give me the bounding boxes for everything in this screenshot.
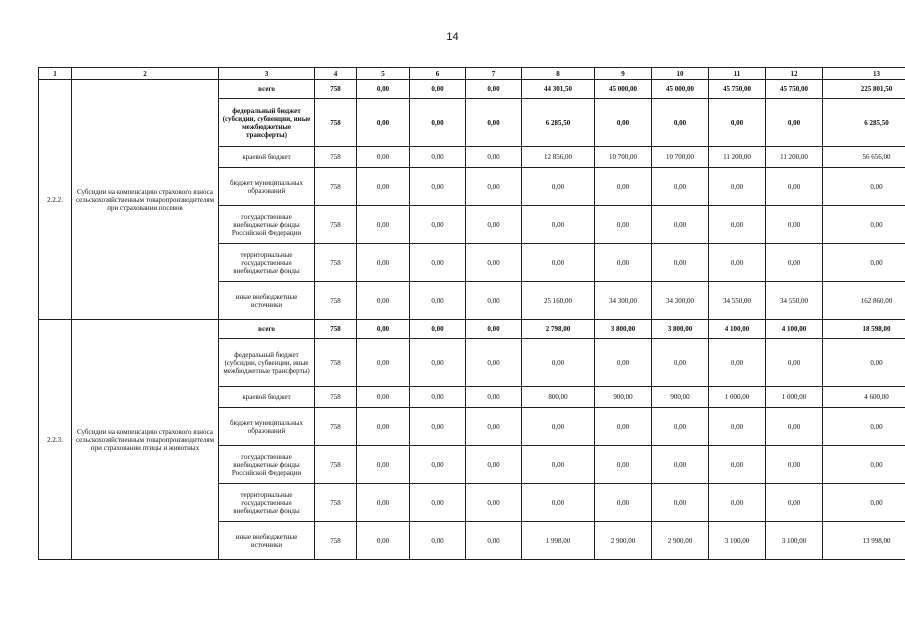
value-cell: 3 100,00 bbox=[709, 522, 766, 560]
value-cell: 0,00 bbox=[595, 446, 652, 484]
value-cell: 0,00 bbox=[357, 522, 410, 560]
column-header: 8 bbox=[522, 68, 595, 80]
value-cell: 0,00 bbox=[410, 99, 466, 147]
funding-source: всего bbox=[219, 80, 315, 99]
value-cell: 0,00 bbox=[709, 339, 766, 387]
value-cell: 758 bbox=[315, 168, 357, 206]
value-cell: 758 bbox=[315, 80, 357, 99]
column-header: 9 bbox=[595, 68, 652, 80]
value-cell: 11 200,00 bbox=[766, 147, 823, 168]
funding-source: бюджет муниципальных образований bbox=[219, 408, 315, 446]
value-cell: 0,00 bbox=[652, 484, 709, 522]
value-cell: 0,00 bbox=[522, 168, 595, 206]
value-cell: 900,00 bbox=[652, 387, 709, 408]
value-cell: 0,00 bbox=[522, 339, 595, 387]
value-cell: 0,00 bbox=[466, 99, 522, 147]
value-cell: 0,00 bbox=[357, 206, 410, 244]
total-cell: 13 998,00 bbox=[823, 522, 905, 560]
value-cell: 4 100,00 bbox=[709, 320, 766, 339]
value-cell: 0,00 bbox=[522, 484, 595, 522]
value-cell: 758 bbox=[315, 387, 357, 408]
value-cell: 758 bbox=[315, 484, 357, 522]
value-cell: 0,00 bbox=[766, 168, 823, 206]
table-row bbox=[39, 320, 905, 339]
value-cell: 0,00 bbox=[466, 282, 522, 320]
budget-table bbox=[38, 67, 905, 560]
value-cell: 0,00 bbox=[709, 168, 766, 206]
funding-source: всего bbox=[219, 320, 315, 339]
value-cell: 0,00 bbox=[410, 282, 466, 320]
value-cell: 11 200,00 bbox=[709, 147, 766, 168]
value-cell: 0,00 bbox=[466, 206, 522, 244]
value-cell: 0,00 bbox=[466, 80, 522, 99]
value-cell: 45 750,00 bbox=[766, 80, 823, 99]
value-cell: 34 550,00 bbox=[766, 282, 823, 320]
value-cell: 45 000,00 bbox=[652, 80, 709, 99]
value-cell: 0,00 bbox=[595, 408, 652, 446]
total-cell: 0,00 bbox=[823, 484, 905, 522]
value-cell: 0,00 bbox=[522, 446, 595, 484]
value-cell: 0,00 bbox=[709, 408, 766, 446]
column-header: 5 bbox=[357, 68, 410, 80]
value-cell: 2 900,00 bbox=[652, 522, 709, 560]
value-cell: 0,00 bbox=[595, 206, 652, 244]
value-cell: 0,00 bbox=[466, 339, 522, 387]
funding-source: иные внебюджетные источники bbox=[219, 522, 315, 560]
value-cell: 0,00 bbox=[357, 99, 410, 147]
value-cell: 0,00 bbox=[766, 408, 823, 446]
value-cell: 34 300,00 bbox=[595, 282, 652, 320]
value-cell: 0,00 bbox=[652, 339, 709, 387]
value-cell: 0,00 bbox=[522, 206, 595, 244]
total-cell: 225 801,50 bbox=[823, 80, 905, 99]
total-cell: 6 285,50 bbox=[823, 99, 905, 147]
value-cell: 3 800,00 bbox=[595, 320, 652, 339]
value-cell: 0,00 bbox=[357, 320, 410, 339]
value-cell: 0,00 bbox=[357, 408, 410, 446]
value-cell: 0,00 bbox=[410, 387, 466, 408]
funding-source: краевой бюджет bbox=[219, 387, 315, 408]
value-cell: 758 bbox=[315, 320, 357, 339]
value-cell: 0,00 bbox=[766, 446, 823, 484]
value-cell: 800,00 bbox=[522, 387, 595, 408]
value-cell: 0,00 bbox=[652, 168, 709, 206]
value-cell: 0,00 bbox=[410, 522, 466, 560]
value-cell: 0,00 bbox=[766, 206, 823, 244]
value-cell: 0,00 bbox=[709, 484, 766, 522]
value-cell: 0,00 bbox=[410, 320, 466, 339]
item-code: 2.2.3. bbox=[39, 320, 72, 560]
value-cell: 758 bbox=[315, 408, 357, 446]
funding-source: краевой бюджет bbox=[219, 147, 315, 168]
value-cell: 0,00 bbox=[410, 168, 466, 206]
column-header: 4 bbox=[315, 68, 357, 80]
header-row bbox=[39, 68, 905, 80]
value-cell: 0,00 bbox=[595, 484, 652, 522]
funding-source: государственные внебюджетные фонды Российской Федерации bbox=[219, 446, 315, 484]
value-cell: 0,00 bbox=[652, 244, 709, 282]
value-cell: 4 100,00 bbox=[766, 320, 823, 339]
value-cell: 1 998,00 bbox=[522, 522, 595, 560]
column-header: 11 bbox=[709, 68, 766, 80]
value-cell: 0,00 bbox=[357, 387, 410, 408]
value-cell: 0,00 bbox=[709, 446, 766, 484]
value-cell: 0,00 bbox=[466, 484, 522, 522]
table-row bbox=[39, 80, 905, 99]
total-cell: 56 656,00 bbox=[823, 147, 905, 168]
column-header: 12 bbox=[766, 68, 823, 80]
value-cell: 0,00 bbox=[652, 408, 709, 446]
total-cell: 0,00 bbox=[823, 339, 905, 387]
value-cell: 45 750,00 bbox=[709, 80, 766, 99]
value-cell: 0,00 bbox=[652, 99, 709, 147]
value-cell: 0,00 bbox=[357, 339, 410, 387]
column-header: 7 bbox=[466, 68, 522, 80]
value-cell: 1 000,00 bbox=[709, 387, 766, 408]
value-cell: 0,00 bbox=[410, 484, 466, 522]
column-header: 2 bbox=[72, 68, 219, 80]
value-cell: 758 bbox=[315, 244, 357, 282]
value-cell: 0,00 bbox=[357, 446, 410, 484]
value-cell: 0,00 bbox=[522, 408, 595, 446]
value-cell: 0,00 bbox=[709, 244, 766, 282]
value-cell: 1 000,00 bbox=[766, 387, 823, 408]
value-cell: 900,00 bbox=[595, 387, 652, 408]
value-cell: 0,00 bbox=[522, 244, 595, 282]
total-cell: 0,00 bbox=[823, 408, 905, 446]
value-cell: 25 160,00 bbox=[522, 282, 595, 320]
value-cell: 0,00 bbox=[709, 99, 766, 147]
column-header: 6 bbox=[410, 68, 466, 80]
value-cell: 0,00 bbox=[766, 484, 823, 522]
column-header: 3 bbox=[219, 68, 315, 80]
value-cell: 0,00 bbox=[357, 80, 410, 99]
value-cell: 0,00 bbox=[709, 206, 766, 244]
value-cell: 3 800,00 bbox=[652, 320, 709, 339]
value-cell: 758 bbox=[315, 206, 357, 244]
value-cell: 34 550,00 bbox=[709, 282, 766, 320]
value-cell: 0,00 bbox=[766, 244, 823, 282]
value-cell: 758 bbox=[315, 339, 357, 387]
value-cell: 0,00 bbox=[466, 408, 522, 446]
value-cell: 758 bbox=[315, 282, 357, 320]
value-cell: 0,00 bbox=[595, 168, 652, 206]
value-cell: 758 bbox=[315, 99, 357, 147]
value-cell: 0,00 bbox=[466, 147, 522, 168]
total-cell: 4 600,00 bbox=[823, 387, 905, 408]
total-cell: 0,00 bbox=[823, 206, 905, 244]
value-cell: 0,00 bbox=[357, 244, 410, 282]
funding-source: федеральный бюджет (субсидии, субвенции, иные межбюджетные трансферты) bbox=[219, 339, 315, 387]
table-body bbox=[39, 68, 905, 560]
column-header: 13 bbox=[823, 68, 905, 80]
total-cell: 18 598,00 bbox=[823, 320, 905, 339]
value-cell: 0,00 bbox=[410, 147, 466, 168]
value-cell: 3 100,00 bbox=[766, 522, 823, 560]
value-cell: 0,00 bbox=[410, 206, 466, 244]
value-cell: 0,00 bbox=[357, 168, 410, 206]
value-cell: 0,00 bbox=[595, 339, 652, 387]
value-cell: 0,00 bbox=[357, 484, 410, 522]
column-header: 10 bbox=[652, 68, 709, 80]
value-cell: 0,00 bbox=[466, 387, 522, 408]
value-cell: 10 700,00 bbox=[652, 147, 709, 168]
value-cell: 0,00 bbox=[410, 408, 466, 446]
funding-source: территориальные государственные внебюджетные фонды bbox=[219, 244, 315, 282]
value-cell: 2 798,00 bbox=[522, 320, 595, 339]
column-header: 1 bbox=[39, 68, 72, 80]
value-cell: 0,00 bbox=[595, 99, 652, 147]
value-cell: 0,00 bbox=[410, 339, 466, 387]
total-cell: 162 860,00 bbox=[823, 282, 905, 320]
value-cell: 0,00 bbox=[466, 522, 522, 560]
total-cell: 0,00 bbox=[823, 446, 905, 484]
value-cell: 0,00 bbox=[466, 320, 522, 339]
value-cell: 0,00 bbox=[766, 99, 823, 147]
value-cell: 0,00 bbox=[410, 244, 466, 282]
total-cell: 0,00 bbox=[823, 168, 905, 206]
value-cell: 758 bbox=[315, 446, 357, 484]
value-cell: 44 301,50 bbox=[522, 80, 595, 99]
value-cell: 0,00 bbox=[466, 446, 522, 484]
value-cell: 0,00 bbox=[357, 282, 410, 320]
funding-source: государственные внебюджетные фонды Российской Федерации bbox=[219, 206, 315, 244]
value-cell: 0,00 bbox=[410, 80, 466, 99]
value-cell: 34 300,00 bbox=[652, 282, 709, 320]
value-cell: 758 bbox=[315, 147, 357, 168]
value-cell: 0,00 bbox=[652, 206, 709, 244]
page-number: 14 bbox=[446, 31, 459, 43]
value-cell: 0,00 bbox=[652, 446, 709, 484]
value-cell: 6 285,50 bbox=[522, 99, 595, 147]
funding-source: бюджет муниципальных образований bbox=[219, 168, 315, 206]
value-cell: 0,00 bbox=[595, 244, 652, 282]
funding-source: федеральный бюджет (субсидии, субвенции, иные межбюджетные трансферты) bbox=[219, 99, 315, 147]
value-cell: 0,00 bbox=[410, 446, 466, 484]
value-cell: 0,00 bbox=[766, 339, 823, 387]
funding-source: иные внебюджетные источники bbox=[219, 282, 315, 320]
item-code: 2.2.2. bbox=[39, 80, 72, 320]
value-cell: 12 856,00 bbox=[522, 147, 595, 168]
funding-source: территориальные государственные внебюджетные фонды bbox=[219, 484, 315, 522]
value-cell: 2 900,00 bbox=[595, 522, 652, 560]
item-description: Субсидии на компенсацию страхового взноса сельскохозяйственным товаропроизводителям при страховании посевов bbox=[72, 80, 219, 320]
value-cell: 45 000,00 bbox=[595, 80, 652, 99]
total-cell: 0,00 bbox=[823, 244, 905, 282]
value-cell: 758 bbox=[315, 522, 357, 560]
value-cell: 10 700,00 bbox=[595, 147, 652, 168]
item-description: Субсидии на компенсацию страхового взноса сельскохозяйственным товаропроизводителям при страховании птицы и животных bbox=[72, 320, 219, 560]
value-cell: 0,00 bbox=[357, 147, 410, 168]
value-cell: 0,00 bbox=[466, 244, 522, 282]
value-cell: 0,00 bbox=[466, 168, 522, 206]
